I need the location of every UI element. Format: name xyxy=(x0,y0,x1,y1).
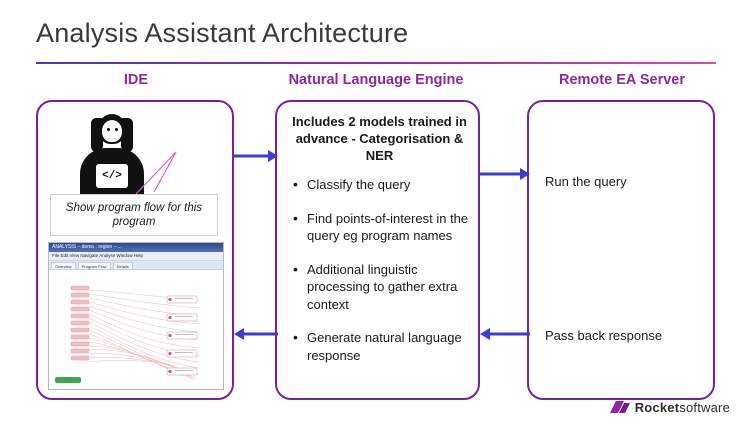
speech-callout: Show program flow for this program xyxy=(50,194,218,236)
screenshot-title-bar: ANALYSIS – demo : region – ... xyxy=(49,243,223,252)
avatar-eye-left xyxy=(107,128,110,131)
panel-ide xyxy=(36,100,234,400)
screenshot-tabs xyxy=(49,261,223,270)
logo-brand: Rocket xyxy=(634,399,680,415)
nle-heading: Includes 2 models trained in advance - Categorisation & NER xyxy=(292,114,467,163)
arrow-ide-to-nle xyxy=(234,148,278,164)
screenshot-tab: Program Flow xyxy=(78,262,111,269)
screenshot-status-chip xyxy=(55,377,81,383)
nle-bullet-list xyxy=(291,176,473,380)
list-item: • Additional linguistic processing to gather extra context xyxy=(291,261,473,314)
ide-screenshot[interactable] xyxy=(48,242,224,390)
title-divider xyxy=(36,62,716,64)
page-title: Analysis Assistant Architecture xyxy=(36,18,409,48)
arrow-nle-to-ide xyxy=(234,326,278,342)
list-item: • Generate natural language response xyxy=(291,329,473,364)
panel-natural-language-engine xyxy=(275,100,480,400)
rocket-software-logo xyxy=(610,399,730,415)
arrow-ea-to-nle xyxy=(480,326,530,342)
logo-suffix: software xyxy=(679,399,730,415)
screenshot-menu-bar: File Edit View Navigate Analyse Window Help xyxy=(49,252,223,261)
column-heading-ide: IDE xyxy=(123,72,149,88)
program-flow-graph xyxy=(49,270,223,390)
avatar-face xyxy=(102,120,122,142)
ea-run-query-label: Run the query xyxy=(545,174,627,189)
panel-remote-ea-server xyxy=(527,100,715,400)
logo-wordmark xyxy=(635,400,730,415)
list-item: • Find points-of-interest in the query eg program names xyxy=(291,210,473,245)
screenshot-tab: Overview xyxy=(51,262,76,269)
rocket-logo-icon xyxy=(610,399,630,415)
code-badge-icon: </> xyxy=(96,164,128,188)
avatar-eye-right xyxy=(115,128,118,131)
arrow-nle-to-ea xyxy=(480,166,530,182)
column-heading-ea: Remote EA Server xyxy=(559,72,685,88)
list-item: • Classify the query xyxy=(291,176,473,194)
ea-pass-back-label: Pass back response xyxy=(545,328,663,343)
column-heading-nle: Natural Language Engine xyxy=(288,72,464,88)
screenshot-tab: Details xyxy=(113,262,133,269)
